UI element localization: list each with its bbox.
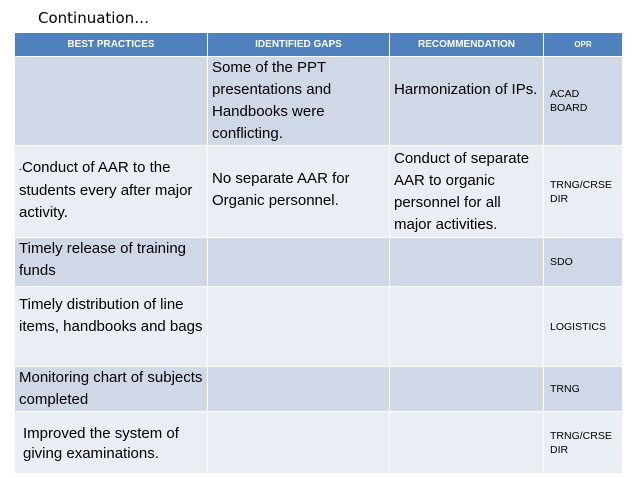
recommendation-cell <box>390 238 544 287</box>
identified-gap-cell <box>208 287 390 367</box>
practices-table <box>14 32 623 474</box>
identified-gap-cell <box>208 367 390 412</box>
table-row <box>15 287 623 367</box>
opr-cell: ACAD BOARD <box>544 57 623 146</box>
best-practice-cell: Improved the system of giving examinations. <box>15 412 208 474</box>
bullet-dash: - <box>19 164 22 174</box>
table-header-row <box>15 33 623 57</box>
table-row <box>15 238 623 287</box>
identified-gap-cell <box>208 412 390 474</box>
header-recommendation: RECOMMENDATION <box>390 33 544 57</box>
identified-gap-cell: Some of the PPT presentations and Handbooks were conflicting. <box>208 57 390 146</box>
opr-cell: LOGISTICS <box>544 287 623 367</box>
opr-cell: TRNG/CRSE DIR <box>544 146 623 238</box>
table-row <box>15 367 623 412</box>
best-practice-cell <box>15 57 208 146</box>
opr-cell: SDO <box>544 238 623 287</box>
page-title: Continuation… <box>38 9 150 27</box>
opr-cell: TRNG/CRSE DIR <box>544 412 623 474</box>
table-row <box>15 146 623 238</box>
opr-cell: TRNG <box>544 367 623 412</box>
recommendation-cell <box>390 367 544 412</box>
recommendation-cell: Conduct of separate AAR to organic personnel for all major activities. <box>390 146 544 238</box>
identified-gap-cell <box>208 238 390 287</box>
table-row <box>15 412 623 474</box>
best-practice-cell: Timely release of training funds <box>15 238 208 287</box>
header-identified-gaps: IDENTIFIED GAPS <box>208 33 390 57</box>
recommendation-cell <box>390 412 544 474</box>
recommendation-cell: Harmonization of IPs. <box>390 57 544 146</box>
identified-gap-cell: No separate AAR for Organic personnel. <box>208 146 390 238</box>
table-row <box>15 57 623 146</box>
recommendation-cell <box>390 287 544 367</box>
best-practice-cell: Timely distribution of line items, handbooks and bags <box>15 287 208 367</box>
best-practice-cell: Monitoring chart of subjects completed <box>15 367 208 412</box>
best-practice-text: Conduct of AAR to the students every after major activity. <box>19 159 193 221</box>
best-practice-cell <box>15 146 208 238</box>
header-opr: OPR <box>544 33 623 57</box>
header-best-practices: BEST PRACTICES <box>15 33 208 57</box>
